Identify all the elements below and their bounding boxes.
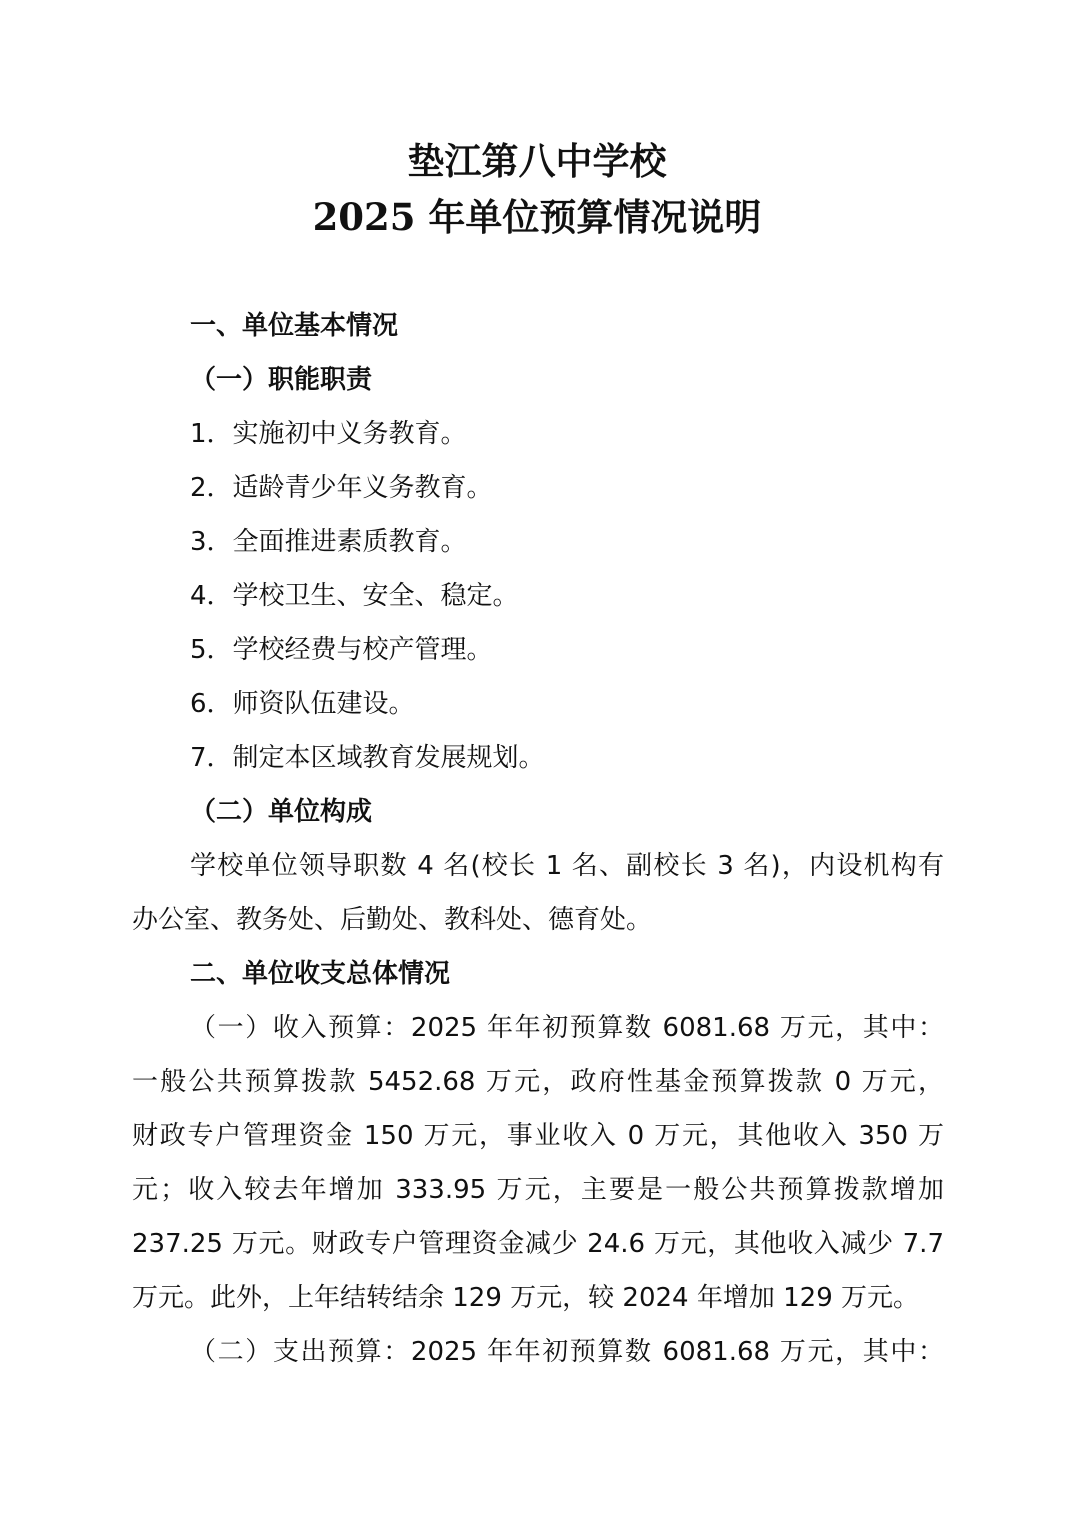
income-text-line: （一）收入预算：2025 年年初预算数 6081.68 万元，其中： (190, 1013, 944, 1043)
income-text-line: 237.25 万元。财政专户管理资金减少 24.6 万元，其他收入减少 7.7 (132, 1229, 944, 1259)
duty-item: 6．师资队伍建设。 (190, 689, 415, 719)
income-text-line: 元；收入较去年增加 333.95 万元，主要是一般公共预算拨款增加 (132, 1175, 944, 1205)
composition-text-line: 学校单位领导职数 4 名(校长 1 名、副校长 3 名)，内设机构有 (190, 851, 944, 881)
subsection-heading-duties: （一）职能职责 (190, 365, 373, 395)
duty-item: 3．全面推进素质教育。 (190, 527, 467, 557)
subsection-heading-composition: （二）单位构成 (190, 797, 373, 827)
expense-text-line: （二）支出预算：2025 年年初预算数 6081.68 万元，其中： (190, 1337, 944, 1367)
duty-item: 1．实施初中义务教育。 (190, 419, 467, 449)
duty-item: 4．学校卫生、安全、稳定。 (190, 581, 519, 611)
duty-item: 7．制定本区域教育发展规划。 (190, 743, 545, 773)
document-title-budget: 2025 年单位预算情况说明 (312, 195, 762, 239)
section-heading-basic-info: 一、单位基本情况 (190, 311, 399, 341)
section-heading-budget-overview: 二、单位收支总体情况 (190, 959, 451, 989)
duty-item: 2．适龄青少年义务教育。 (190, 473, 493, 503)
duty-item: 5．学校经费与校产管理。 (190, 635, 493, 665)
document-title-school: 垫江第八中学校 (407, 139, 667, 183)
composition-text-line: 办公室、教务处、后勤处、教科处、德育处。 (132, 905, 653, 935)
income-text-line: 万元。此外，上年结转结余 129 万元，较 2024 年增加 129 万元。 (132, 1283, 920, 1313)
income-text-line: 一般公共预算拨款 5452.68 万元，政府性基金预算拨款 0 万元， (132, 1067, 944, 1097)
income-text-line: 财政专户管理资金 150 万元，事业收入 0 万元，其他收入 350 万 (132, 1121, 944, 1151)
